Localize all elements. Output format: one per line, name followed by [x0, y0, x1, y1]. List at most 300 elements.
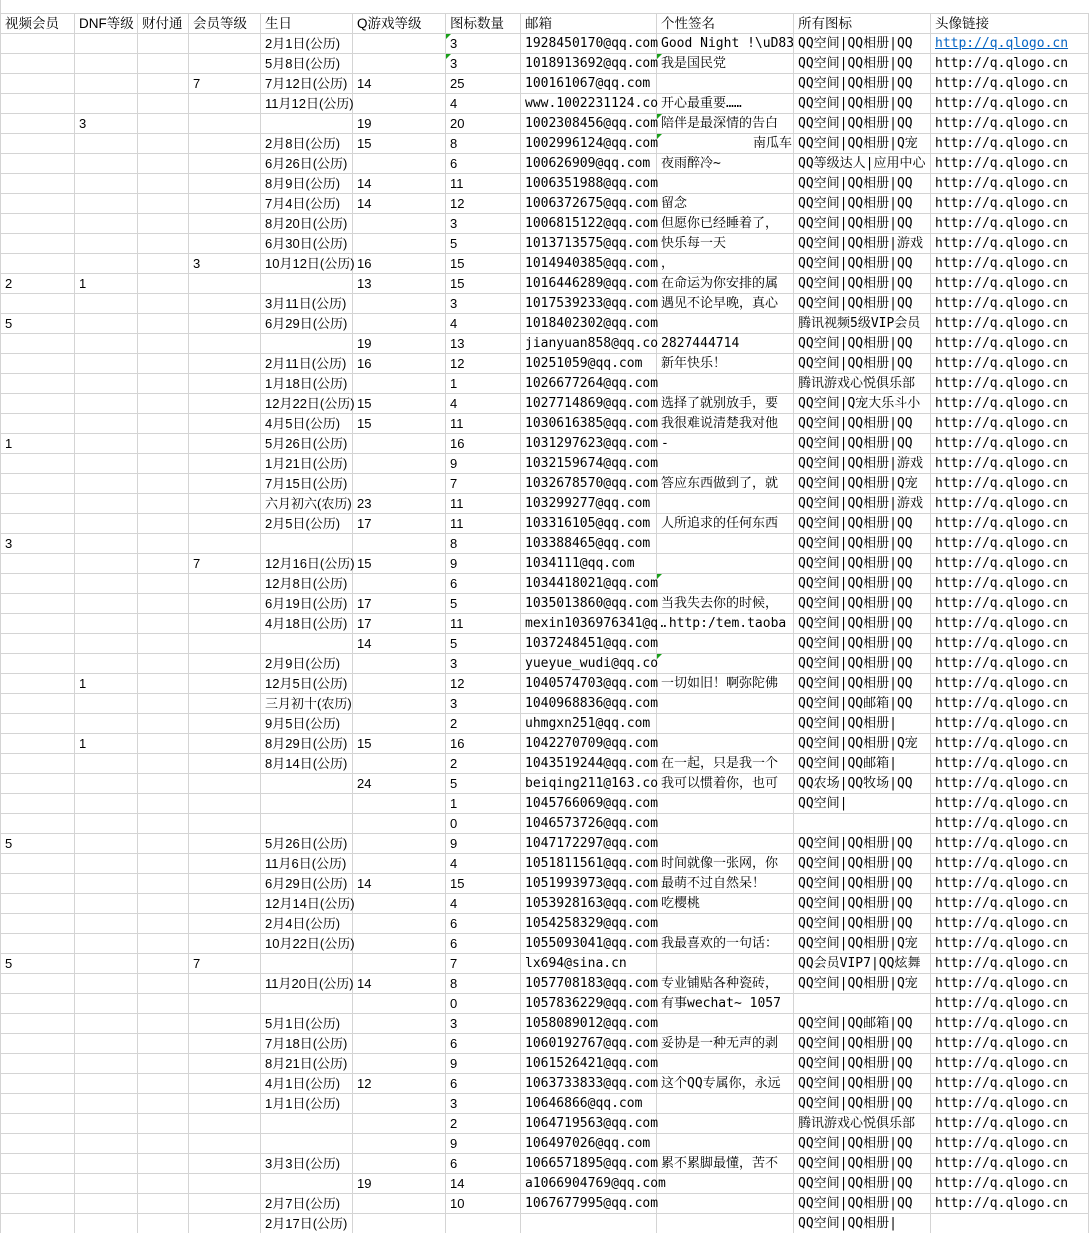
cell[interactable]: QQ空间|QQ相册|: [794, 714, 931, 734]
cell[interactable]: 2827444714: [657, 334, 794, 354]
cell[interactable]: 2月8日(公历): [261, 134, 353, 154]
cell[interactable]: QQ空间|QQ相册|QQ: [794, 334, 931, 354]
cell[interactable]: 时间就像一张网，你: [657, 854, 794, 874]
cell[interactable]: [189, 174, 261, 194]
cell[interactable]: [1, 54, 75, 74]
cell[interactable]: [931, 1214, 1089, 1233]
cell[interactable]: [138, 634, 189, 654]
cell[interactable]: 2: [1, 274, 75, 294]
cell[interactable]: 当我失去你的时候，: [657, 594, 794, 614]
cell[interactable]: QQ空间|Q宠大乐斗小: [794, 394, 931, 414]
cell[interactable]: [75, 1054, 138, 1074]
cell[interactable]: 3: [1, 534, 75, 554]
cell[interactable]: [138, 1034, 189, 1054]
cell[interactable]: 12: [446, 674, 521, 694]
cell[interactable]: [657, 654, 794, 674]
cell[interactable]: 1051811561@qq.com: [521, 854, 657, 874]
cell[interactable]: [189, 634, 261, 654]
cell[interactable]: 2月4日(公历): [261, 914, 353, 934]
cell[interactable]: [75, 94, 138, 114]
cell[interactable]: [75, 754, 138, 774]
cell[interactable]: [657, 494, 794, 514]
cell[interactable]: ，: [657, 254, 794, 274]
cell[interactable]: [138, 1174, 189, 1194]
header-cell[interactable]: 生日: [261, 14, 353, 34]
cell[interactable]: [138, 374, 189, 394]
cell[interactable]: http://q.qlogo.cn: [931, 174, 1089, 194]
cell[interactable]: QQ会员VIP7|QQ炫舞: [794, 954, 931, 974]
cell[interactable]: [353, 994, 446, 1014]
cell[interactable]: 8: [446, 974, 521, 994]
cell[interactable]: [75, 294, 138, 314]
cell[interactable]: [1, 214, 75, 234]
cell[interactable]: [189, 214, 261, 234]
cell[interactable]: [75, 774, 138, 794]
cell[interactable]: http://q.qlogo.cn: [931, 914, 1089, 934]
cell[interactable]: [353, 94, 446, 114]
cell[interactable]: [1, 234, 75, 254]
cell[interactable]: 1054258329@qq.com: [521, 914, 657, 934]
cell[interactable]: [75, 1154, 138, 1174]
cell[interactable]: [138, 294, 189, 314]
cell[interactable]: [75, 894, 138, 914]
cell[interactable]: [1, 474, 75, 494]
cell[interactable]: [657, 1014, 794, 1034]
cell[interactable]: QQ空间|QQ相册|QQ: [794, 654, 931, 674]
cell[interactable]: [1, 994, 75, 1014]
cell[interactable]: [75, 314, 138, 334]
cell[interactable]: 13: [446, 334, 521, 354]
cell[interactable]: [189, 774, 261, 794]
cell[interactable]: [138, 614, 189, 634]
cell[interactable]: [189, 834, 261, 854]
cell[interactable]: 1014940385@qq.com: [521, 254, 657, 274]
cell[interactable]: 15: [446, 874, 521, 894]
cell[interactable]: [138, 74, 189, 94]
cell[interactable]: 16: [353, 354, 446, 374]
cell[interactable]: 15: [353, 554, 446, 574]
cell[interactable]: [189, 434, 261, 454]
cell[interactable]: 9: [446, 554, 521, 574]
cell[interactable]: [189, 34, 261, 54]
cell[interactable]: http://q.qlogo.cn: [931, 974, 1089, 994]
cell[interactable]: 1002308456@qq.com: [521, 114, 657, 134]
cell[interactable]: [657, 1194, 794, 1214]
cell[interactable]: [75, 1174, 138, 1194]
cell[interactable]: 103388465@qq.com: [521, 534, 657, 554]
cell[interactable]: 11月6日(公历): [261, 854, 353, 874]
cell[interactable]: 7月4日(公历): [261, 194, 353, 214]
cell[interactable]: [657, 1114, 794, 1134]
cell[interactable]: [353, 214, 446, 234]
cell[interactable]: 14: [353, 74, 446, 94]
cell[interactable]: 2月1日(公历): [261, 34, 353, 54]
cell[interactable]: [75, 1074, 138, 1094]
cell[interactable]: [138, 974, 189, 994]
cell[interactable]: 腾讯游戏心悦俱乐部: [794, 374, 931, 394]
cell[interactable]: [189, 294, 261, 314]
cell[interactable]: [189, 814, 261, 834]
cell[interactable]: [261, 1134, 353, 1154]
cell[interactable]: [138, 34, 189, 54]
cell[interactable]: [138, 1094, 189, 1114]
cell[interactable]: [138, 54, 189, 74]
cell[interactable]: QQ空间|QQ相册|QQ: [794, 614, 931, 634]
cell[interactable]: 2: [446, 714, 521, 734]
cell[interactable]: lx694@sina.cn: [521, 954, 657, 974]
cell[interactable]: QQ空间|QQ相册|QQ: [794, 114, 931, 134]
cell[interactable]: 1032678570@qq.com: [521, 474, 657, 494]
cell[interactable]: [75, 454, 138, 474]
cell[interactable]: 9: [446, 454, 521, 474]
cell[interactable]: http://q.qlogo.cn: [931, 894, 1089, 914]
cell[interactable]: [189, 594, 261, 614]
cell[interactable]: [931, 34, 1089, 54]
cell[interactable]: [261, 534, 353, 554]
cell[interactable]: [189, 1154, 261, 1174]
cell[interactable]: [657, 1174, 794, 1194]
cell[interactable]: [1, 414, 75, 434]
cell[interactable]: 12月22日(公历): [261, 394, 353, 414]
cell[interactable]: QQ空间|QQ相册|QQ: [794, 914, 931, 934]
cell[interactable]: [138, 354, 189, 374]
cell[interactable]: QQ空间|QQ相册|QQ: [794, 34, 931, 54]
cell[interactable]: 3: [446, 34, 521, 54]
cell[interactable]: [138, 434, 189, 454]
cell[interactable]: [1, 574, 75, 594]
cell[interactable]: 7: [446, 954, 521, 974]
cell[interactable]: 17: [353, 514, 446, 534]
cell[interactable]: [138, 994, 189, 1014]
cell[interactable]: [189, 1034, 261, 1054]
cell[interactable]: [353, 1034, 446, 1054]
cell[interactable]: [1, 154, 75, 174]
cell[interactable]: 3: [446, 1014, 521, 1034]
cell[interactable]: 17: [353, 594, 446, 614]
header-cell[interactable]: 视频会员: [1, 14, 75, 34]
cell[interactable]: http://q.qlogo.cn: [931, 634, 1089, 654]
cell[interactable]: [261, 334, 353, 354]
cell[interactable]: 7: [446, 474, 521, 494]
cell[interactable]: uhmgxn251@qq.com: [521, 714, 657, 734]
cell[interactable]: [1, 1174, 75, 1194]
cell[interactable]: 103299277@qq.com: [521, 494, 657, 514]
cell[interactable]: a1066904769@qq.com: [521, 1174, 657, 1194]
cell[interactable]: http://q.qlogo.cn: [931, 214, 1089, 234]
cell[interactable]: 1042270709@qq.com: [521, 734, 657, 754]
cell[interactable]: [1, 1214, 75, 1233]
cell[interactable]: [138, 154, 189, 174]
cell[interactable]: 4: [446, 94, 521, 114]
cell[interactable]: QQ空间|QQ相册|QQ: [794, 894, 931, 914]
cell[interactable]: [75, 534, 138, 554]
cell[interactable]: 15: [353, 134, 446, 154]
cell[interactable]: 11: [446, 414, 521, 434]
cell[interactable]: QQ空间|QQ相册|QQ: [794, 854, 931, 874]
cell[interactable]: [353, 534, 446, 554]
cell[interactable]: 20: [446, 114, 521, 134]
cell[interactable]: http://q.qlogo.cn: [931, 334, 1089, 354]
cell[interactable]: [657, 794, 794, 814]
cell[interactable]: 100626909@qq.com: [521, 154, 657, 174]
cell[interactable]: [189, 514, 261, 534]
cell[interactable]: QQ空间|QQ相册|QQ: [794, 834, 931, 854]
cell[interactable]: 7月18日(公历): [261, 1034, 353, 1054]
header-cell[interactable]: Q游戏等级: [353, 14, 446, 34]
cell[interactable]: [189, 474, 261, 494]
cell[interactable]: [1, 874, 75, 894]
cell[interactable]: [353, 314, 446, 334]
cell[interactable]: 1027714869@qq.com: [521, 394, 657, 414]
cell[interactable]: [138, 394, 189, 414]
cell[interactable]: [138, 134, 189, 154]
cell[interactable]: [189, 334, 261, 354]
cell[interactable]: QQ空间|QQ相册|QQ: [794, 74, 931, 94]
cell[interactable]: 1047172297@qq.com: [521, 834, 657, 854]
cell[interactable]: [75, 654, 138, 674]
cell[interactable]: [138, 114, 189, 134]
cell[interactable]: http://q.qlogo.cn: [931, 1174, 1089, 1194]
cell[interactable]: 1037248451@qq.com: [521, 634, 657, 654]
cell[interactable]: QQ空间|QQ相册|QQ: [794, 874, 931, 894]
cell[interactable]: [446, 1214, 521, 1233]
cell[interactable]: 1066571895@qq.com: [521, 1154, 657, 1174]
cell[interactable]: [1, 774, 75, 794]
cell[interactable]: 2月11日(公历): [261, 354, 353, 374]
cell[interactable]: [657, 74, 794, 94]
cell[interactable]: QQ空间|: [794, 794, 931, 814]
cell[interactable]: 1006351988@qq.com: [521, 174, 657, 194]
cell[interactable]: 1045766069@qq.com: [521, 794, 657, 814]
cell[interactable]: QQ空间|QQ相册|Q宠: [794, 134, 931, 154]
cell[interactable]: 1017539233@qq.com: [521, 294, 657, 314]
cell[interactable]: [261, 634, 353, 654]
cell[interactable]: [1, 34, 75, 54]
cell[interactable]: [1, 974, 75, 994]
cell[interactable]: [138, 934, 189, 954]
cell[interactable]: http://q.qlogo.cn: [931, 314, 1089, 334]
cell[interactable]: 7: [189, 554, 261, 574]
cell[interactable]: [189, 674, 261, 694]
cell[interactable]: [138, 674, 189, 694]
cell[interactable]: 2: [446, 754, 521, 774]
cell[interactable]: [1, 1074, 75, 1094]
cell[interactable]: 我可以惯着你，也可: [657, 774, 794, 794]
cell[interactable]: http://q.qlogo.cn: [931, 94, 1089, 114]
cell[interactable]: QQ空间|QQ相册|QQ: [794, 194, 931, 214]
cell[interactable]: [189, 234, 261, 254]
cell[interactable]: 9: [446, 1054, 521, 1074]
cell[interactable]: [189, 494, 261, 514]
cell[interactable]: http://q.qlogo.cn: [931, 134, 1089, 154]
cell[interactable]: 0: [446, 814, 521, 834]
cell[interactable]: [1, 1014, 75, 1034]
cell[interactable]: [521, 1214, 657, 1233]
cell[interactable]: [1, 914, 75, 934]
cell[interactable]: [189, 1174, 261, 1194]
cell[interactable]: [189, 754, 261, 774]
cell[interactable]: 8月20日(公历): [261, 214, 353, 234]
cell[interactable]: http://q.qlogo.cn: [931, 514, 1089, 534]
cell[interactable]: QQ空间|QQ相册|QQ: [794, 574, 931, 594]
cell[interactable]: 12月14日(公历): [261, 894, 353, 914]
cell[interactable]: [353, 674, 446, 694]
cell[interactable]: 17: [353, 614, 446, 634]
cell[interactable]: http://q.qlogo.cn: [931, 374, 1089, 394]
cell[interactable]: 9月5日(公历): [261, 714, 353, 734]
cell[interactable]: 2月7日(公历): [261, 1194, 353, 1214]
cell[interactable]: 1058089012@qq.com: [521, 1014, 657, 1034]
cell[interactable]: [75, 1014, 138, 1034]
cell[interactable]: [138, 174, 189, 194]
cell[interactable]: 13: [353, 274, 446, 294]
cell[interactable]: QQ空间|QQ邮箱|QQ: [794, 694, 931, 714]
cell[interactable]: [75, 814, 138, 834]
cell[interactable]: [189, 874, 261, 894]
cell[interactable]: 9: [446, 1134, 521, 1154]
cell[interactable]: 15: [353, 394, 446, 414]
cell[interactable]: [75, 594, 138, 614]
cell[interactable]: 1057836229@qq.com: [521, 994, 657, 1014]
cell[interactable]: 25: [446, 74, 521, 94]
cell[interactable]: [138, 1194, 189, 1214]
cell[interactable]: [75, 954, 138, 974]
cell[interactable]: 新年快乐！: [657, 354, 794, 374]
cell[interactable]: [353, 434, 446, 454]
cell[interactable]: QQ空间|QQ相册|QQ: [794, 1194, 931, 1214]
cell[interactable]: QQ等级达人|应用中心: [794, 154, 931, 174]
cell[interactable]: [657, 1054, 794, 1074]
cell[interactable]: [75, 374, 138, 394]
cell[interactable]: [189, 1094, 261, 1114]
cell[interactable]: http://q.qlogo.cn: [931, 434, 1089, 454]
cell[interactable]: QQ空间|QQ相册|游戏: [794, 454, 931, 474]
cell[interactable]: [261, 274, 353, 294]
cell[interactable]: [138, 734, 189, 754]
cell[interactable]: QQ空间|QQ相册|QQ: [794, 254, 931, 274]
cell[interactable]: 2月9日(公历): [261, 654, 353, 674]
cell[interactable]: [75, 934, 138, 954]
cell[interactable]: 5月1日(公历): [261, 1014, 353, 1034]
cell[interactable]: 6月19日(公历): [261, 594, 353, 614]
cell[interactable]: [261, 954, 353, 974]
cell[interactable]: [353, 374, 446, 394]
cell[interactable]: 14: [353, 974, 446, 994]
cell[interactable]: 最萌不过自然呆！: [657, 874, 794, 894]
cell[interactable]: 5: [1, 834, 75, 854]
cell[interactable]: [138, 874, 189, 894]
cell[interactable]: [353, 914, 446, 934]
cell[interactable]: QQ空间|QQ相册|QQ: [794, 174, 931, 194]
cell[interactable]: 11月20日(公历): [261, 974, 353, 994]
cell[interactable]: 10251059@qq.com: [521, 354, 657, 374]
cell[interactable]: 一切如旧！啊弥陀佛: [657, 674, 794, 694]
cell[interactable]: 1928450170@qq.com: [521, 34, 657, 54]
cell[interactable]: [261, 994, 353, 1014]
cell[interactable]: 1034418021@qq.com: [521, 574, 657, 594]
cell[interactable]: [657, 1094, 794, 1114]
cell[interactable]: 10月22日(公历): [261, 934, 353, 954]
cell[interactable]: QQ空间|QQ相册|QQ: [794, 554, 931, 574]
cell[interactable]: [353, 1154, 446, 1174]
cell[interactable]: [1, 894, 75, 914]
cell[interactable]: 1063733833@qq.com: [521, 1074, 657, 1094]
cell[interactable]: 6: [446, 1154, 521, 1174]
cell[interactable]: 6: [446, 934, 521, 954]
cell[interactable]: http://q.qlogo.cn: [931, 574, 1089, 594]
cell[interactable]: [75, 1214, 138, 1233]
cell[interactable]: 2: [446, 1114, 521, 1134]
cell[interactable]: [138, 314, 189, 334]
cell[interactable]: www.1002231124.co: [521, 94, 657, 114]
cell[interactable]: 6: [446, 154, 521, 174]
cell[interactable]: [138, 914, 189, 934]
cell[interactable]: [1, 394, 75, 414]
cell[interactable]: 100161067@qq.com: [521, 74, 657, 94]
cell[interactable]: QQ空间|QQ相册|QQ: [794, 594, 931, 614]
cell[interactable]: QQ空间|QQ相册|QQ: [794, 414, 931, 434]
cell[interactable]: [1, 334, 75, 354]
cell[interactable]: [75, 574, 138, 594]
cell[interactable]: 1006372675@qq.com: [521, 194, 657, 214]
cell[interactable]: [657, 714, 794, 734]
cell[interactable]: http://q.qlogo.cn: [931, 1034, 1089, 1054]
cell[interactable]: [1, 254, 75, 274]
cell[interactable]: [75, 414, 138, 434]
cell[interactable]: 6月26日(公历): [261, 154, 353, 174]
cell[interactable]: 6: [446, 1034, 521, 1054]
cell[interactable]: [189, 694, 261, 714]
cell[interactable]: 夜雨醉冷~: [657, 154, 794, 174]
cell[interactable]: [657, 814, 794, 834]
cell[interactable]: [138, 234, 189, 254]
cell[interactable]: 1026677264@qq.com: [521, 374, 657, 394]
cell[interactable]: 10月12日(公历): [261, 254, 353, 274]
cell[interactable]: 遇见不论早晚，真心: [657, 294, 794, 314]
cell[interactable]: [353, 854, 446, 874]
cell[interactable]: 在一起，只是我一个: [657, 754, 794, 774]
cell[interactable]: [75, 254, 138, 274]
cell[interactable]: mexin1036976341@q.: [521, 614, 657, 634]
cell[interactable]: QQ空间|QQ相册|Q宠: [794, 974, 931, 994]
cell[interactable]: 选择了就别放手，要: [657, 394, 794, 414]
cell[interactable]: 1: [446, 374, 521, 394]
cell[interactable]: 4: [446, 894, 521, 914]
cell[interactable]: [1, 754, 75, 774]
cell[interactable]: [1, 694, 75, 714]
cell[interactable]: 15: [353, 414, 446, 434]
cell[interactable]: 1035013860@qq.com: [521, 594, 657, 614]
cell[interactable]: 1018913692@qq.com: [521, 54, 657, 74]
cell[interactable]: 腾讯游戏心悦俱乐部: [794, 1114, 931, 1134]
cell[interactable]: [353, 694, 446, 714]
cell[interactable]: 1061526421@qq.com: [521, 1054, 657, 1074]
cell[interactable]: [138, 594, 189, 614]
cell[interactable]: [138, 754, 189, 774]
cell[interactable]: 2月17日(公历): [261, 1214, 353, 1233]
cell[interactable]: [1, 714, 75, 734]
cell[interactable]: QQ空间|QQ相册|Q宠: [794, 934, 931, 954]
cell[interactable]: QQ空间|QQ相册|QQ: [794, 1174, 931, 1194]
cell[interactable]: [189, 1014, 261, 1034]
cell[interactable]: 5: [1, 954, 75, 974]
cell[interactable]: [189, 54, 261, 74]
cell[interactable]: 12: [353, 1074, 446, 1094]
cell[interactable]: [75, 514, 138, 534]
avatar-link[interactable]: http://q.qlogo.cn: [935, 36, 1068, 51]
cell[interactable]: QQ空间|QQ相册|游戏: [794, 494, 931, 514]
cell[interactable]: [138, 1214, 189, 1233]
